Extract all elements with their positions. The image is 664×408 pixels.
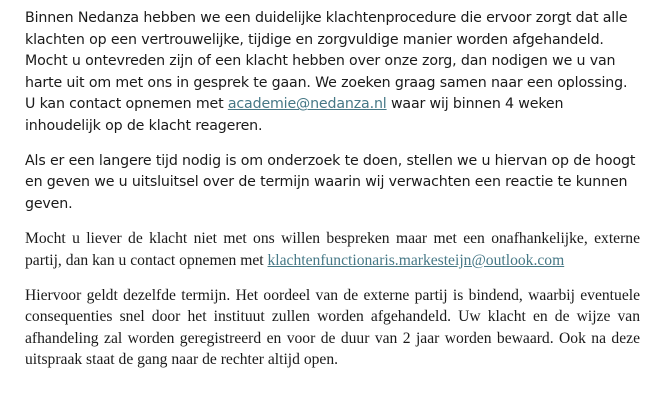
paragraph-3-text: Mocht u liever de klacht niet met ons willen bespreken maar met een onafhankelijke, externe partij, dan kan u contact opnemen met	[25, 230, 640, 269]
paragraph-longer-time	[25, 151, 640, 216]
paragraph-external-party	[25, 228, 640, 271]
paragraph-4-text: Hiervoor geldt dezelfde termijn. Het oordeel van de externe partij is bindend, waarbij eventuele consequenties snel door het instituut zullen worden afgehandeld. Uw klacht en de wijze van afhandeling zal worden geregistreerd en voor de duur van 2 jaar worden bewaard. Ook na deze uitspraak staat de gang naar de rechter altijd open.	[25, 286, 640, 369]
paragraph-1-text-end: waar wij binnen 4 weken inhoudelijk op de klacht reageren.	[25, 96, 564, 134]
paragraph-same-term	[25, 285, 640, 371]
paragraph-complaint-procedure	[25, 8, 640, 138]
paragraph-1-text: Binnen Nedanza hebben we een duidelijke klachtenprocedure die ervoor zorgt dat alle klachten op een vertrouwelijke, tijdige en zorgvuldige manier worden afgehandeld. Mocht u ontevreden zijn of een klacht hebben over onze zorg, dan nodigen we u van harte uit om met ons in gesprek te gaan. We zoeken graag samen naar een oplossing. U kan contact opnemen met	[25, 10, 628, 113]
email-link-academie[interactable]: academie@nedanza.nl	[227, 96, 387, 113]
paragraph-2-text: Als er een langere tijd nodig is om onderzoek te doen, stellen we u hiervan op de hoogt en geven we u uitsluitsel over de termijn waarin wij verwachten een reactie te kunnen geven.	[25, 152, 636, 212]
email-link-klachtenfunctionaris[interactable]: klachtenfunctionaris.markesteijn@outlook.com	[267, 251, 565, 269]
document-body	[25, 8, 640, 371]
